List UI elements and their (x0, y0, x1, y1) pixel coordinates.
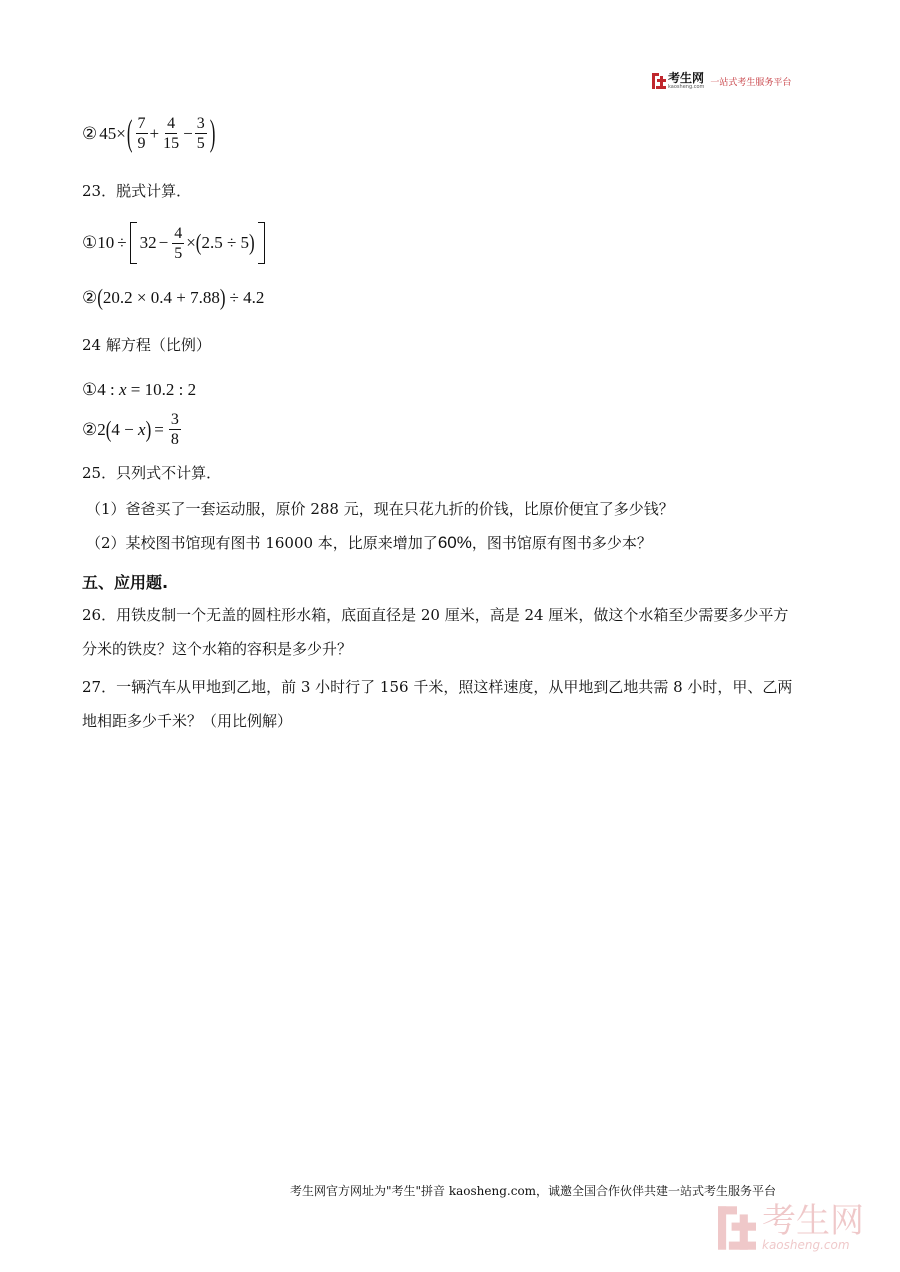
footer-text: 考生网官方网址为"考生"拼音 kaosheng.com，诚邀全国合作伙伴共建一站式考生服务平台 (290, 1184, 777, 1198)
right-paren: ) (209, 111, 216, 154)
watermark-domain: kaosheng.com (762, 1238, 850, 1252)
q22-part2-lead: 45 (99, 123, 117, 143)
q23-part2-label: ② (82, 288, 98, 307)
q23-part1-lead: 10 (97, 233, 115, 252)
q23-part2-tail: ÷ 4.2 (229, 288, 265, 307)
logo-mark-icon (652, 73, 666, 89)
fraction-numerator: 3 (196, 115, 205, 132)
q25-part2-text-b: ，图书馆原有图书多少本？ (471, 534, 652, 552)
fraction-denominator: 8 (170, 431, 179, 448)
q23-part1-inner: 2.5 ÷ 5 (201, 233, 250, 252)
fraction-denominator: 5 (174, 244, 183, 262)
fraction-denominator: 15 (163, 135, 180, 152)
fraction-numerator: 4 (174, 224, 183, 242)
times-sign: × (116, 123, 126, 143)
logo-slogan: 一站式考生服务平台 (710, 77, 792, 88)
q22-part2-expression (82, 111, 216, 154)
left-paren: ( (105, 416, 112, 442)
left-paren: ( (97, 284, 103, 311)
q25-part2-percent: 60% (437, 533, 472, 552)
equals-sign: = (154, 419, 164, 439)
section-5-title: 五、应用题. (82, 573, 169, 592)
left-paren: ( (126, 111, 133, 154)
watermark-logo-icon (718, 1206, 756, 1250)
divide-sign: ÷ (117, 233, 127, 252)
q24-part1-equation (82, 380, 196, 400)
fraction-numerator: 7 (137, 115, 146, 132)
q24-part1-label: ① (82, 380, 98, 399)
q27-line2: 地相距多少千米？（用比例解） (82, 712, 293, 730)
plus-sign: + (149, 123, 160, 143)
q23-title: 23．脱式计算． (82, 182, 192, 200)
right-paren: ) (249, 229, 255, 256)
q25-part2 (86, 532, 652, 553)
fraction-denominator: 9 (137, 135, 146, 152)
q24-part1-rhs: = 10.2 : 2 (126, 380, 197, 399)
q23-part1-operand: 32 (139, 233, 157, 252)
fraction (169, 410, 181, 449)
q24-part2-equation (82, 410, 183, 449)
right-bracket (258, 222, 265, 264)
watermark-name: 考生网 (762, 1201, 864, 1241)
q24-part2-lead: 2 (97, 419, 106, 439)
q25-part2-text-a: （2）某校图书馆现有图书 16000 本，比原来增加了 (86, 534, 438, 552)
fraction-numerator: 3 (170, 411, 179, 428)
logo-domain: kaosheng.com (668, 84, 705, 90)
q26-line1: 26．用铁皮制一个无盖的圆柱形水箱，底面直径是 20 厘米，高是 24 厘米，做这个水箱至少需要多少平方 (82, 606, 789, 624)
q25-title: 25．只列式不计算． (82, 464, 222, 482)
watermark (718, 1201, 864, 1252)
fraction (161, 114, 181, 153)
q24-title: 24 解方程（比例） (82, 336, 211, 354)
right-paren: ) (219, 284, 226, 311)
left-paren: ( (195, 229, 202, 256)
fraction (195, 114, 207, 153)
times-sign: × (186, 233, 196, 252)
q25-part1: （1）爸爸买了一套运动服，原价 288 元，现在只花九折的价钱，比原价便宜了多少钱？ (86, 500, 674, 518)
minus-sign: − (183, 123, 193, 143)
minus-sign: − (158, 233, 169, 252)
q23-part2-inner: 20.2 × 0.4 + 7.88 (102, 288, 220, 307)
q26-line2: 分米的铁皮？这个水箱的容积是多少升？ (82, 640, 353, 658)
q22-part2-label: ② (82, 123, 98, 143)
right-paren: ) (145, 416, 152, 442)
left-bracket (130, 222, 137, 264)
variable-x: x (118, 380, 127, 399)
q24-part1-lhs: 4 : (97, 380, 119, 399)
q24-part2-label: ② (82, 419, 98, 439)
logo-name: 考生网 (668, 71, 705, 85)
fraction (172, 224, 184, 263)
fraction (136, 114, 148, 153)
fraction-denominator: 5 (196, 135, 205, 152)
header-logo (652, 72, 791, 90)
fraction-numerator: 4 (167, 115, 176, 132)
q23-part1-expression (82, 222, 265, 264)
q23-part2-expression (82, 284, 265, 311)
q24-part2-inner: 4 − (111, 419, 139, 439)
variable-x: x (138, 419, 146, 439)
q27-line1: 27．一辆汽车从甲地到乙地，前 3 小时行了 156 千米，照这样速度，从甲地到乙地共需 8 小时，甲、乙两 (82, 678, 793, 696)
q23-part1-label: ① (82, 233, 98, 252)
